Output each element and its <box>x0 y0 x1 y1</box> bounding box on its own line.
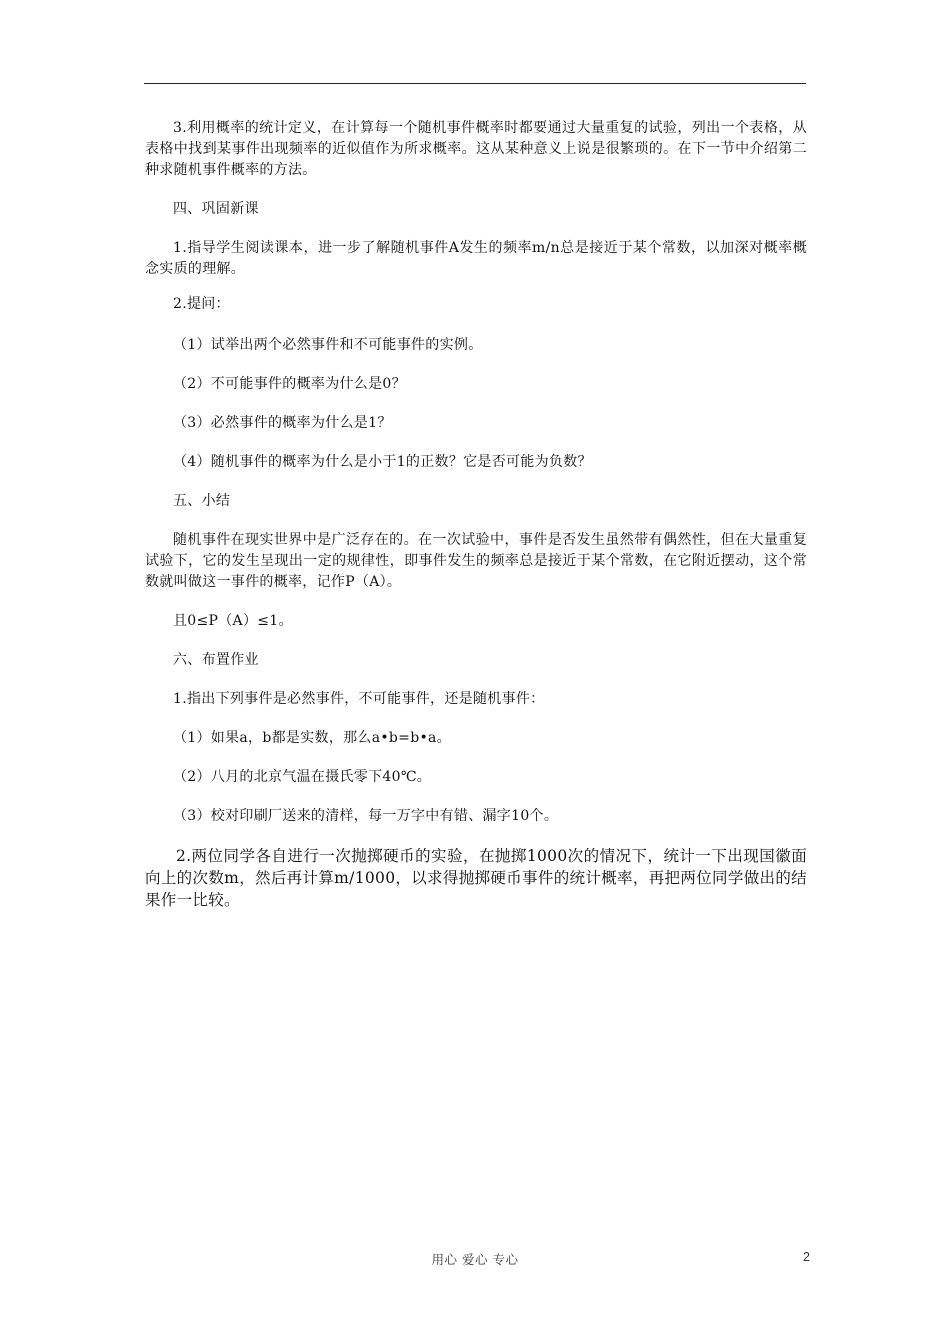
paragraph-questions-intro: 2.提问： <box>173 296 230 312</box>
paragraph-summary: 随机事件在现实世界中是广泛存在的。在一次试验中，事件是否发生虽然带有偶然性，但在大量重复试验下，它的发生呈现出一定的规律性，即事件发生的频率总是接近于某个常数，在它附近摆动，这个常数就叫做这一事件的概率，记作P（A）。 <box>145 532 807 590</box>
question-item-2: （2）不可能事件的概率为什么是0？ <box>173 376 406 392</box>
paragraph-read-textbook: 1.指导学生阅读课本，进一步了解随机事件A发生的频率m/n总是接近于某个常数，以加深对概率概念实质的理解。 <box>145 240 807 277</box>
homework-item-1: 1.指出下列事件是必然事件，不可能事件，还是随机事件： <box>173 691 545 707</box>
document-body <box>145 118 807 911</box>
page-number: 2 <box>803 1250 810 1264</box>
question-item-3: （3）必然事件的概率为什么是1？ <box>173 415 392 431</box>
question-item-4: （4）随机事件的概率为什么是小于1的正数？它是否可能为负数？ <box>173 454 592 470</box>
section-heading-consolidate: 四、巩固新课 <box>173 201 259 217</box>
question-item-1: （1）试举出两个必然事件和不可能事件的实例。 <box>173 337 483 353</box>
paragraph-probability-range: 且0≤P（A）≤1。 <box>173 613 293 629</box>
section-heading-homework: 六、布置作业 <box>173 652 259 668</box>
homework-subitem-1: （1）如果a，b都是实数，那么a•b=b•a。 <box>173 730 451 746</box>
footer-motto: 用心 爱心 专心 <box>431 1252 519 1267</box>
header-rule <box>144 83 806 84</box>
homework-subitem-2: （2）八月的北京气温在摄氏零下40℃。 <box>173 769 432 785</box>
homework-subitem-3: （3）校对印刷厂送来的清样，每一万字中有错、漏字10个。 <box>173 808 559 824</box>
homework-item-2: 2.两位同学各自进行一次抛掷硬币的实验，在抛掷1000次的情况下，统计一下出现国徽面向上的次数m，然后再计算m/1000，以求得抛掷硬币事件的统计概率，再把两位同学做出的结果作一比较。 <box>145 847 807 909</box>
paragraph-statistical-definition: 3.利用概率的统计定义，在计算每一个随机事件概率时都要通过大量重复的试验，列出一个表格，从表格中找到某事件出现频率的近似值作为所求概率。这从某种意义上说是很繁琐的。在下一节中介绍第二种求随机事件概率的方法。 <box>145 120 807 178</box>
section-heading-summary: 五、小结 <box>173 493 231 509</box>
